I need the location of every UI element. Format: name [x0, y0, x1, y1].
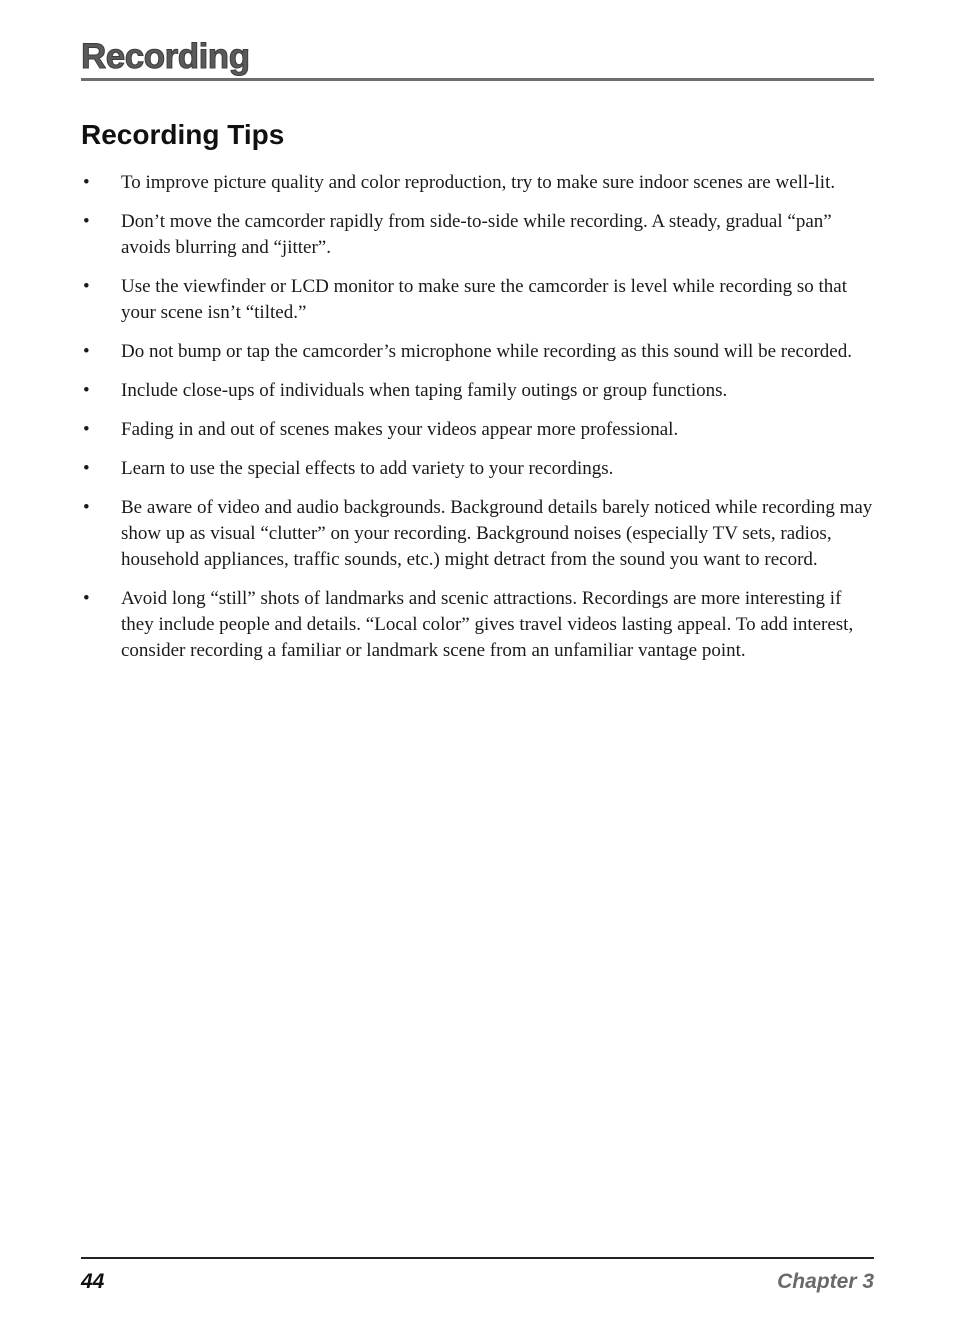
tip-text: Be aware of video and audio backgrounds. Background details barely noticed while recording may show up as visual “clutter” on your recording. Background noises (especially TV sets, radios, household appliances, traffic sounds, etc.) might detract from the sound you want to record. [121, 497, 873, 570]
bullet: • [83, 211, 90, 232]
tip-text: Include close-ups of individuals when taping family outings or group functions. [121, 380, 728, 401]
list-item [81, 170, 874, 196]
footer-rule [81, 1257, 874, 1259]
list-item [81, 378, 874, 404]
section-header: Recording [81, 37, 250, 76]
list-item [81, 209, 874, 261]
tip-text: Fading in and out of scenes makes your videos appear more professional. [121, 419, 679, 440]
list-item [81, 456, 874, 482]
tip-text: Do not bump or tap the camcorder’s microphone while recording as this sound will be recorded. [121, 341, 852, 362]
bullet: • [83, 341, 90, 362]
bullet: • [83, 380, 90, 401]
list-item [81, 417, 874, 443]
tip-text: Don’t move the camcorder rapidly from side-to-side while recording. A steady, gradual “pan” avoids blurring and “jitter”. [121, 211, 832, 258]
bullet: • [83, 276, 90, 297]
chapter-label: Chapter 3 [777, 1270, 874, 1293]
page-title: Recording Tips [81, 119, 285, 150]
bullet: • [83, 172, 90, 193]
bullet: • [83, 419, 90, 440]
tip-text: To improve picture quality and color reproduction, try to make sure indoor scenes are well-lit. [121, 172, 836, 193]
tips-list [81, 170, 874, 677]
page-number: 44 [81, 1270, 105, 1293]
tip-text: Avoid long “still” shots of landmarks and scenic attractions. Recordings are more interesting if they include people and details. “Local color” gives travel videos lasting appeal. To add interest, consider recording a familiar or landmark scene from an unfamiliar vantage point. [121, 588, 854, 661]
bullet: • [83, 458, 90, 479]
list-item [81, 339, 874, 365]
bullet: • [83, 588, 90, 609]
header-rule [81, 78, 874, 81]
tip-text: Learn to use the special effects to add variety to your recordings. [121, 458, 614, 479]
list-item [81, 274, 874, 326]
bullet: • [83, 497, 90, 518]
list-item [81, 586, 874, 664]
tip-text: Use the viewfinder or LCD monitor to make sure the camcorder is level while recording so that your scene isn’t “tilted.” [121, 276, 847, 323]
list-item [81, 495, 874, 573]
